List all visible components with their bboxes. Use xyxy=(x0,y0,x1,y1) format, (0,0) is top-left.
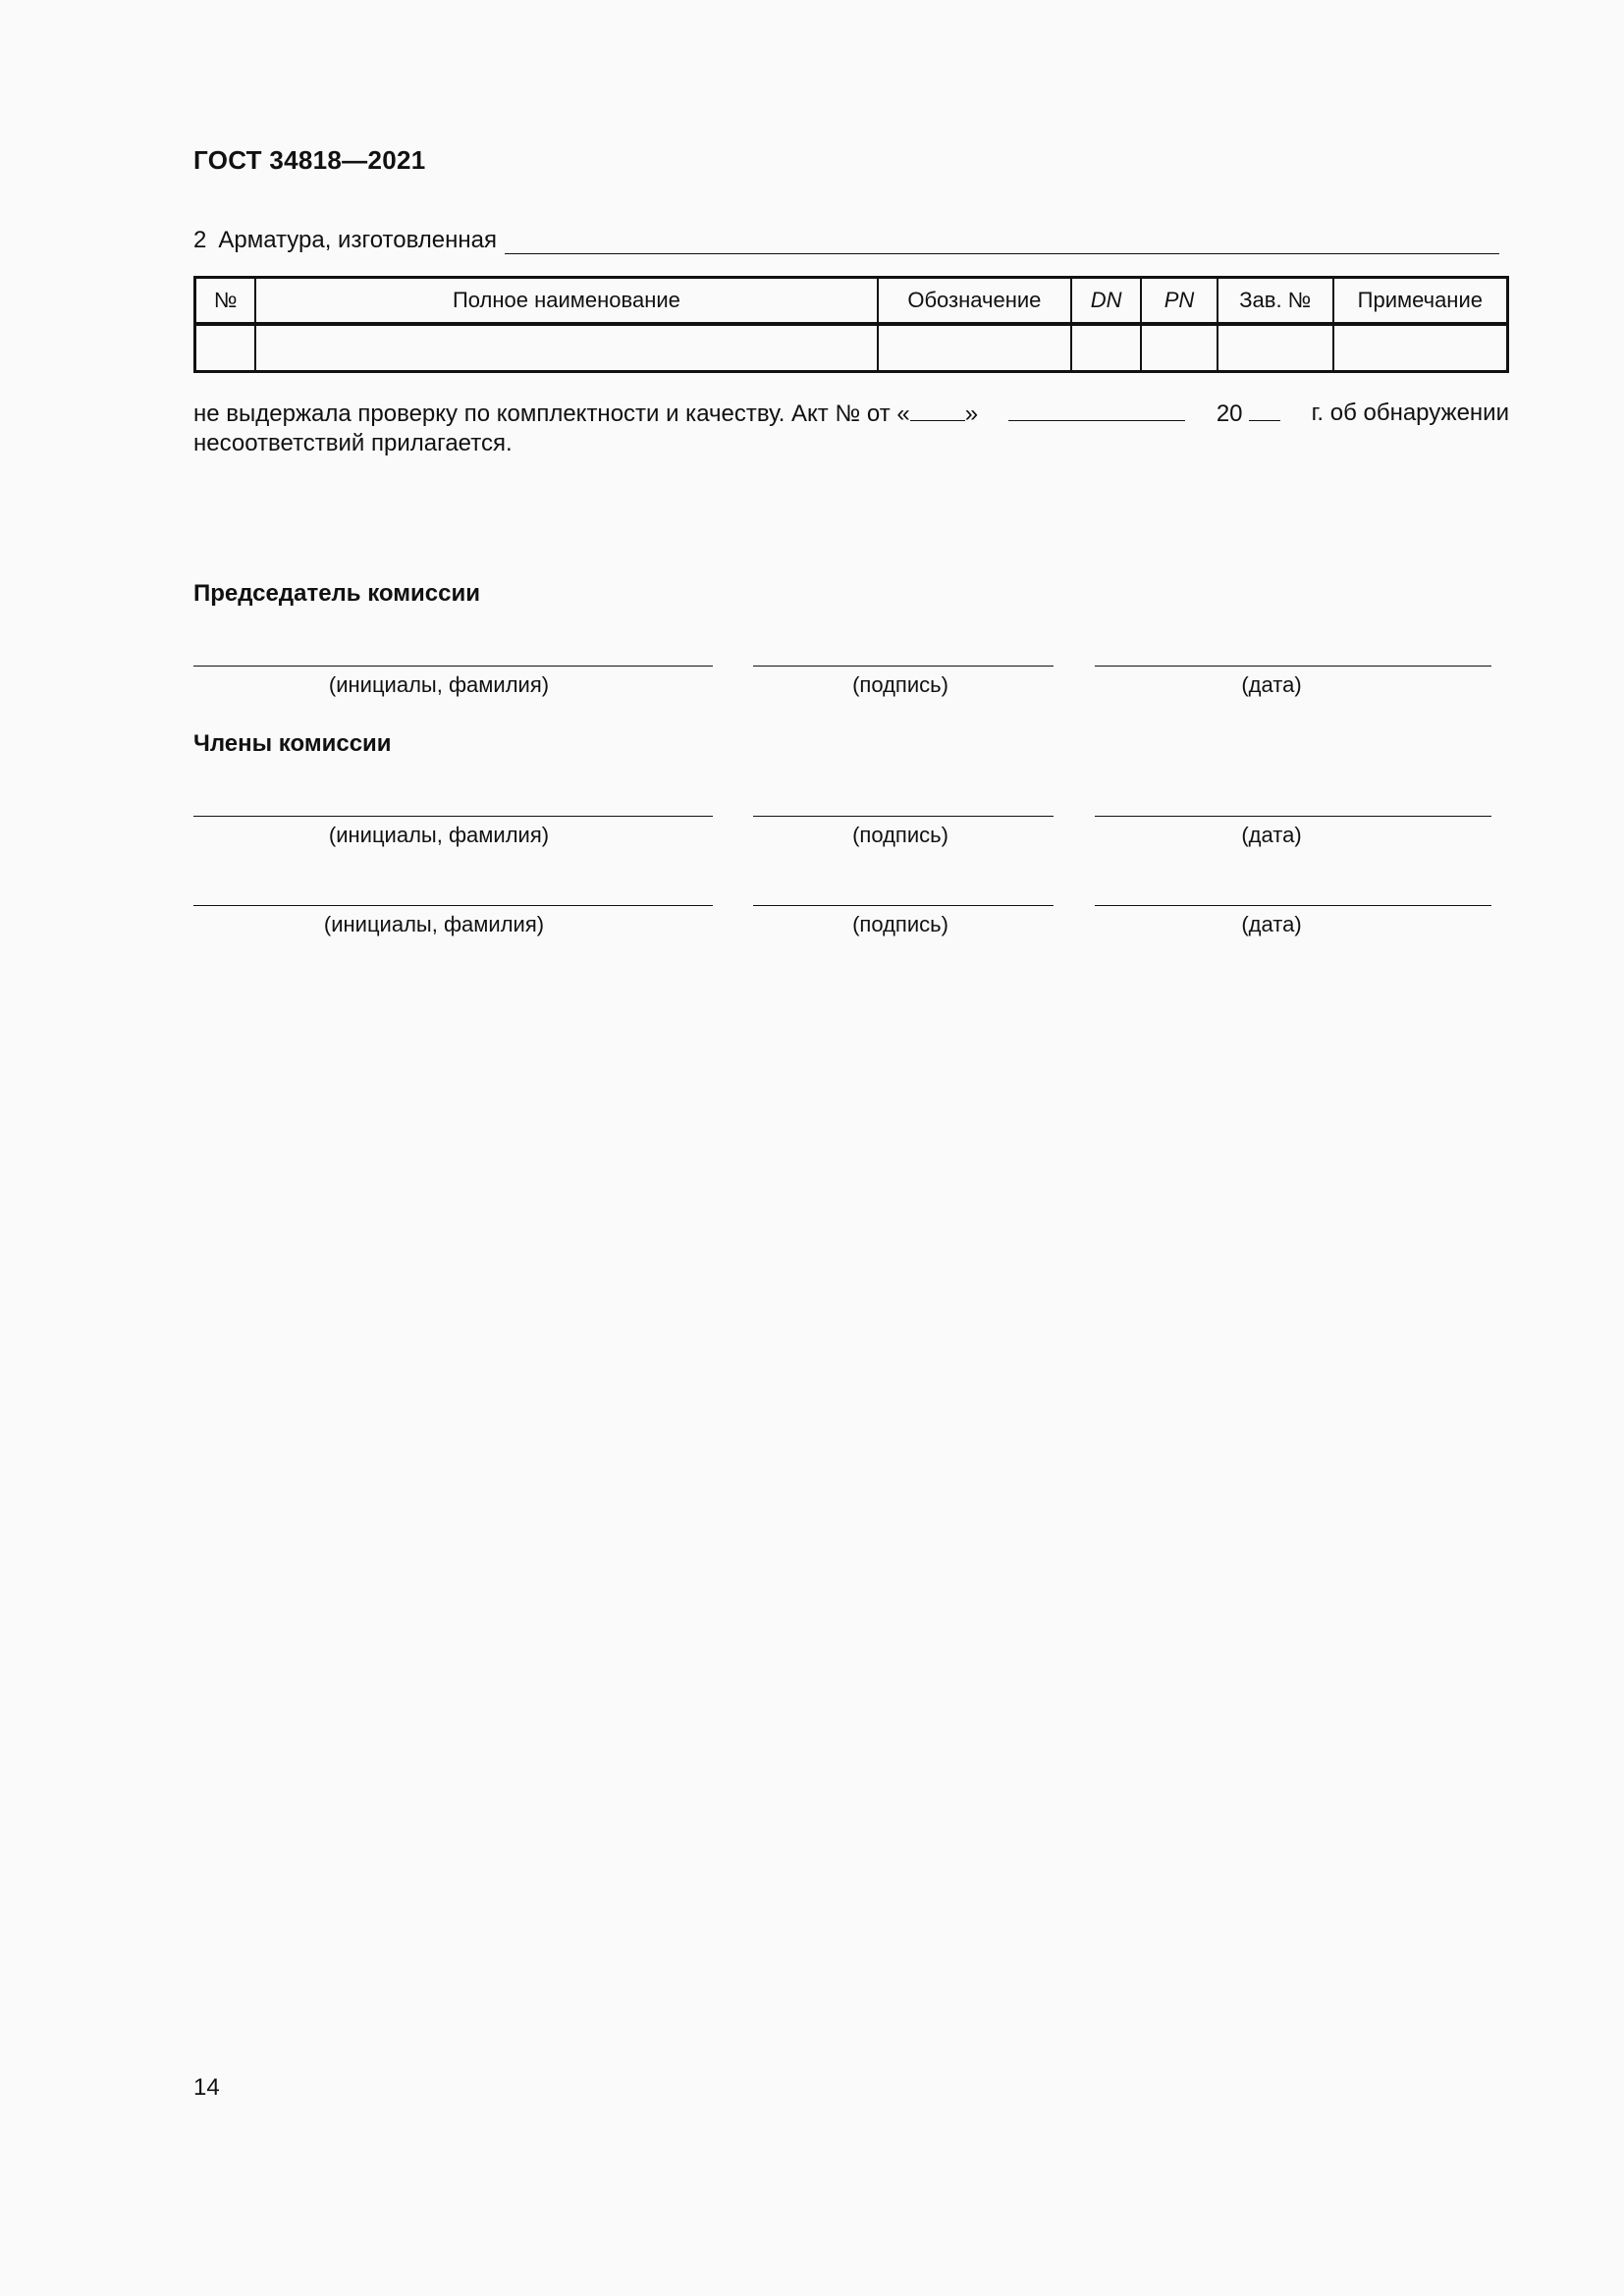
table-cell[interactable] xyxy=(1218,324,1333,372)
item-text: Арматура, изготовленная xyxy=(218,227,497,253)
member-2-name-line[interactable] xyxy=(193,905,713,906)
member-2-signature-line[interactable] xyxy=(753,905,1054,906)
members-title: Члены комиссии xyxy=(193,730,392,757)
column-header-serial-number: Зав. № xyxy=(1218,278,1333,325)
member-2-signature-caption: (подпись) xyxy=(852,912,948,936)
member-1-date-line[interactable] xyxy=(1095,816,1491,817)
table-cell[interactable] xyxy=(195,324,256,372)
column-header-pn: PN xyxy=(1141,278,1218,325)
member-1-signature-caption: (подпись) xyxy=(852,823,948,847)
act-month-blank[interactable] xyxy=(1008,399,1185,421)
chairman-date-line[interactable] xyxy=(1095,666,1491,667)
chairman-name-caption: (инициалы, фамилия) xyxy=(328,672,550,697)
table-cell[interactable] xyxy=(878,324,1072,372)
member-2-name-caption: (инициалы, фамилия) xyxy=(323,912,545,936)
chairman-name-line[interactable] xyxy=(193,666,713,667)
item-number: 2 xyxy=(193,227,207,253)
member-1-signature-line[interactable] xyxy=(753,816,1054,817)
table-cell[interactable] xyxy=(1141,324,1218,372)
column-header-note: Примечание xyxy=(1333,278,1508,325)
statement-line2: несоответствий прилагается. xyxy=(193,430,513,456)
statement-year: 20 xyxy=(1217,399,1280,429)
member-2-date-caption: (дата) xyxy=(1241,912,1302,936)
statement-paragraph xyxy=(193,399,1509,458)
chairman-title: Председатель комиссии xyxy=(193,580,480,607)
column-header-number: № xyxy=(195,278,256,325)
table-cell[interactable] xyxy=(1333,324,1508,372)
act-year-blank[interactable] xyxy=(1249,399,1280,421)
table-cell[interactable] xyxy=(255,324,877,372)
column-header-full-name: Полное наименование xyxy=(255,278,877,325)
table-header-row xyxy=(195,278,1508,325)
items-table xyxy=(193,276,1509,373)
column-header-dn: DN xyxy=(1071,278,1141,325)
document-header: ГОСТ 34818—2021 xyxy=(193,145,426,175)
member-2-date-line[interactable] xyxy=(1095,905,1491,906)
page-number: 14 xyxy=(193,2074,220,2101)
chairman-date-caption: (дата) xyxy=(1241,672,1302,697)
member-1-name-caption: (инициалы, фамилия) xyxy=(328,823,550,847)
chairman-signature-line[interactable] xyxy=(753,666,1054,667)
item-line xyxy=(193,226,1499,254)
table-row xyxy=(195,324,1508,372)
table-cell[interactable] xyxy=(1071,324,1141,372)
statement-text-part4: г. об обнаружении xyxy=(1311,400,1509,426)
statement-text-part1: не выдержала проверку по комплектности и качеству. Акт № от « » xyxy=(193,400,979,427)
member-1-date-caption: (дата) xyxy=(1241,823,1302,847)
member-1-name-line[interactable] xyxy=(193,816,713,817)
act-day-blank[interactable] xyxy=(910,399,965,421)
column-header-designation: Обозначение xyxy=(878,278,1072,325)
chairman-signature-caption: (подпись) xyxy=(852,672,948,697)
manufacturer-fill-line[interactable] xyxy=(505,226,1499,254)
